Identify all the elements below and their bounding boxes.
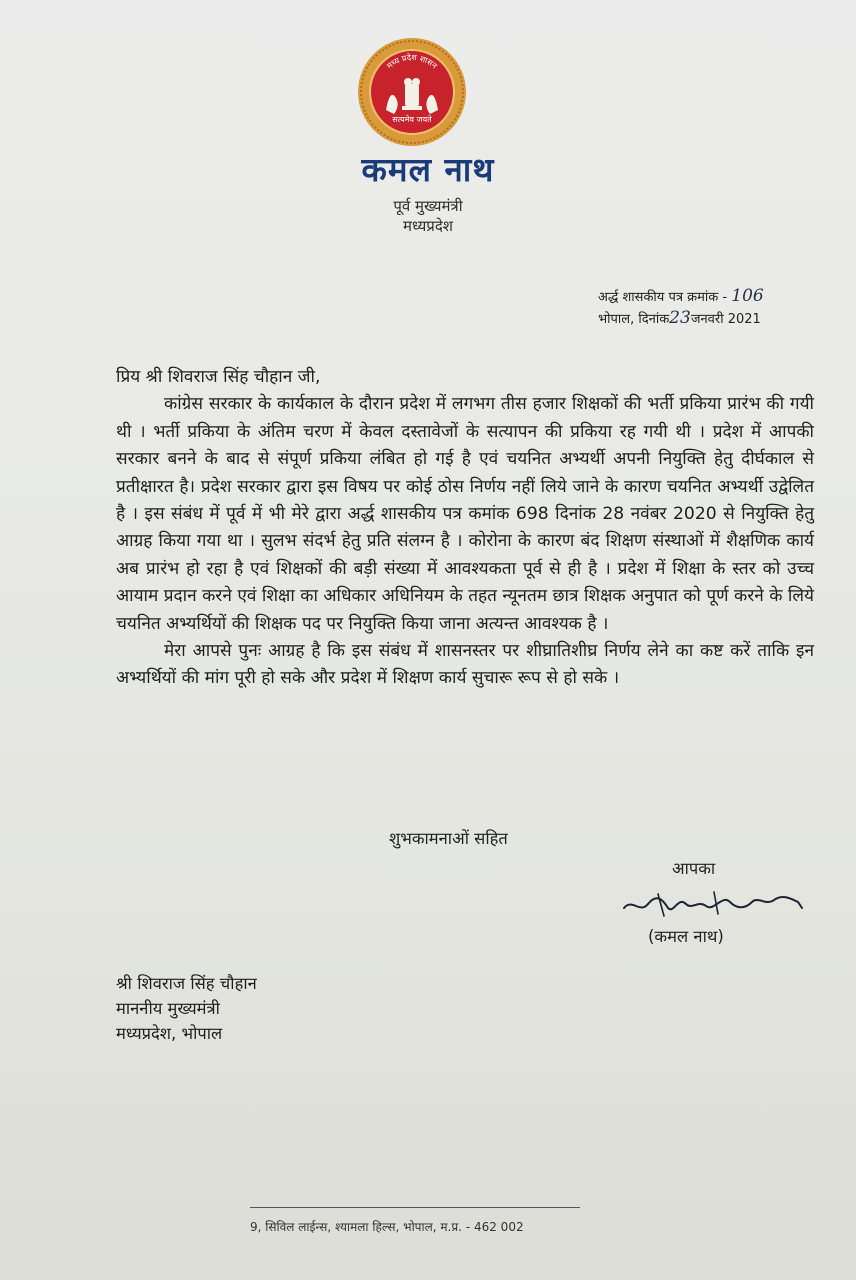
- recipient-name: श्री शिवराज सिंह चौहान: [116, 974, 257, 993]
- salutation: प्रिय श्री शिवराज सिंह चौहान जी,: [116, 367, 321, 387]
- reference-label: अर्द्ध शासकीय पत्र क्रमांक -: [598, 290, 728, 305]
- emblem-motto: सत्यमेव जयते: [392, 115, 432, 124]
- date-month-year: जनवरी 2021: [690, 312, 761, 327]
- letter-body: [116, 364, 814, 693]
- lion-capital-icon: [405, 84, 419, 106]
- reference-date-line: [598, 308, 838, 330]
- letter-reference: [598, 286, 838, 330]
- date-prefix: भोपाल, दिनांक: [598, 312, 670, 327]
- reference-number: 106: [731, 286, 764, 306]
- date-day: 23: [669, 308, 691, 328]
- letterhead-name: कमल नाथ: [361, 150, 495, 189]
- state-emblem-logo: [356, 36, 468, 148]
- recipient-place: मध्यप्रदेश, भोपाल: [116, 1024, 223, 1043]
- closing-greeting: शुभकामनाओं सहित: [389, 829, 508, 848]
- handwritten-signature: [618, 884, 814, 924]
- footer-divider: [250, 1207, 580, 1208]
- recipient-block: [116, 971, 257, 1046]
- footer-address: 9, सिविल लाईन्स, श्यामला हिल्स, भोपाल, म.प्र. - 462 002: [250, 1220, 524, 1234]
- paragraph-2: मेरा आपसे पुनः आग्रह है कि इस संबंध में शासनस्तर पर शीघ्रातिशीघ्र निर्णय लेने का कष्ट करें ताकि इन अभ्यर्थियों की मांग पूरी हो सके और प्रदेश में शिक्षण कार्य सुचारू रूप से हो सके ।: [116, 641, 814, 689]
- reference-number-line: [598, 286, 838, 308]
- paragraph-1: कांग्रेस सरकार के कार्यकाल के दौरान प्रदेश में लगभग तीस हजार शिक्षकों की भर्ती प्रकिया प्रारंभ की गयी थी । भर्ती प्रकिया के अंतिम चरण में केवल दस्तावेजों के सत्यापन की प्रकिया रह गयी थी । प्रदेश में आपकी सरकार बनने के बाद से संपूर्ण प्रकिया लंबित हो गई है एवं चयनित अभ्यर्थी अपनी नियुक्ति हेतु दीर्घकाल से प्रतीक्षारत है। प्रदेश सरकार द्वारा इस विषय पर कोई ठोस निर्णय नहीं लिये जाने के कारण चयनित अभ्यर्थी उद्वेलित है । इस संबंध में पूर्व में भी मेरे द्वारा अर्द्ध शासकीय पत्र कमांक 698 दिनांक 28 नवंबर 2020 से नियुक्ति हेतु आग्रह किया गया था । सुलभ संदर्भ हेतु प्रति संलग्न है । कोरोना के कारण बंद शिक्षण संस्थाओं में शैक्षणिक कार्य अब प्रारंभ हो रहा है एवं शिक्षकों की बड़ी संख्या में आवश्यकता पूर्व से ही है । प्रदेश में शिक्षा के स्तर को उच्च आयाम प्रदान करने एवं शिक्षा का अधिकार अधिनियम के तहत न्यूनतम छात्र शिक्षक अनुपात को पूर्ण करने के लिये चयनित अभ्यर्थियों की शिक्षक पद पर नियुक्ति किया जाना अत्यन्त आवश्यक है ।: [116, 394, 814, 634]
- emblem-arc-text: मध्य प्रदेश शासन: [385, 52, 439, 71]
- letterhead-designation: पूर्व मुख्यमंत्री: [393, 197, 463, 215]
- recipient-title: माननीय मुख्यमंत्री: [116, 999, 220, 1018]
- yours-text: आपका: [672, 859, 716, 878]
- signatory-name: (कमल नाथ): [648, 927, 724, 946]
- letterhead-state: मध्यप्रदेश: [402, 217, 453, 235]
